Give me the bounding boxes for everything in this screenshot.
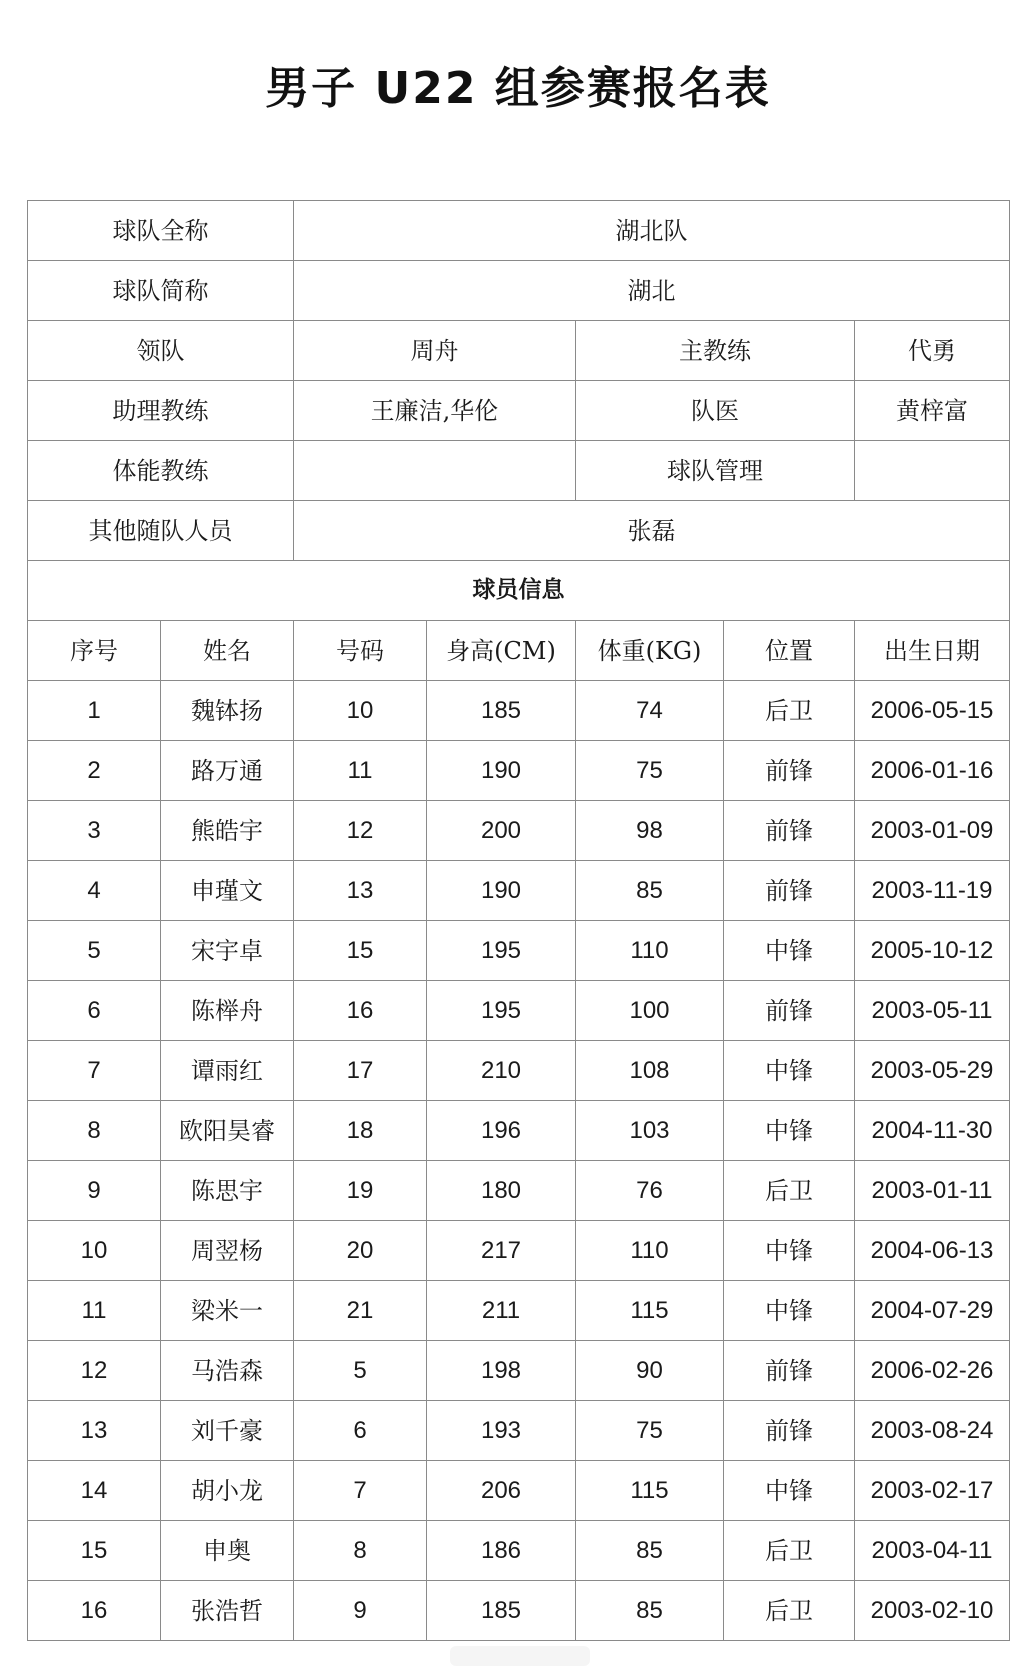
player-index: 13	[28, 1401, 161, 1461]
other-staff-row	[28, 501, 1010, 561]
team-manager-value	[855, 441, 1010, 501]
header-position: 位置	[724, 621, 855, 681]
header-index: 序号	[28, 621, 161, 681]
player-weight: 85	[576, 1581, 724, 1641]
table-row	[28, 1461, 1010, 1521]
player-index: 8	[28, 1101, 161, 1161]
player-index: 10	[28, 1221, 161, 1281]
player-position: 前锋	[724, 1341, 855, 1401]
player-number: 17	[294, 1041, 427, 1101]
player-height: 198	[427, 1341, 576, 1401]
player-weight: 75	[576, 741, 724, 801]
player-number: 13	[294, 861, 427, 921]
player-index: 1	[28, 681, 161, 741]
player-index: 6	[28, 981, 161, 1041]
player-number: 19	[294, 1161, 427, 1221]
player-number: 10	[294, 681, 427, 741]
team-full-name-value: 湖北队	[294, 201, 1010, 261]
player-weight: 110	[576, 921, 724, 981]
player-position: 后卫	[724, 1161, 855, 1221]
player-name: 梁米一	[161, 1281, 294, 1341]
player-position: 前锋	[724, 741, 855, 801]
player-height: 180	[427, 1161, 576, 1221]
player-position: 中锋	[724, 1101, 855, 1161]
player-position: 后卫	[724, 1581, 855, 1641]
player-index: 16	[28, 1581, 161, 1641]
player-position: 前锋	[724, 801, 855, 861]
doctor-label: 队医	[576, 381, 855, 441]
assistant-coach-row	[28, 381, 1010, 441]
player-birthdate: 2006-05-15	[855, 681, 1010, 741]
page-title: 男子 U22 组参赛报名表	[265, 63, 771, 114]
player-birthdate: 2004-07-29	[855, 1281, 1010, 1341]
table-row	[28, 861, 1010, 921]
player-section-row	[28, 561, 1010, 621]
player-name: 申奥	[161, 1521, 294, 1581]
player-height: 195	[427, 921, 576, 981]
player-birthdate: 2003-01-09	[855, 801, 1010, 861]
player-index: 2	[28, 741, 161, 801]
player-position: 中锋	[724, 1221, 855, 1281]
player-index: 14	[28, 1461, 161, 1521]
leader-row	[28, 321, 1010, 381]
player-number: 8	[294, 1521, 427, 1581]
player-name: 刘千豪	[161, 1401, 294, 1461]
player-number: 18	[294, 1101, 427, 1161]
player-height: 217	[427, 1221, 576, 1281]
player-weight: 115	[576, 1281, 724, 1341]
team-full-name-label: 球队全称	[28, 201, 294, 261]
head-coach-value: 代勇	[855, 321, 1010, 381]
player-height: 200	[427, 801, 576, 861]
player-index: 7	[28, 1041, 161, 1101]
player-name: 欧阳昊睿	[161, 1101, 294, 1161]
header-height: 身高(CM)	[427, 621, 576, 681]
player-name: 陈榉舟	[161, 981, 294, 1041]
table-row	[28, 1581, 1010, 1641]
player-birthdate: 2006-02-26	[855, 1341, 1010, 1401]
other-staff-value: 张磊	[294, 501, 1010, 561]
player-number: 5	[294, 1341, 427, 1401]
player-index: 12	[28, 1341, 161, 1401]
player-name: 路万通	[161, 741, 294, 801]
header-birthdate: 出生日期	[855, 621, 1010, 681]
table-row	[28, 1281, 1010, 1341]
table-row	[28, 1041, 1010, 1101]
player-name: 谭雨红	[161, 1041, 294, 1101]
fitness-coach-row	[28, 441, 1010, 501]
registration-form-table	[27, 200, 1010, 1641]
fitness-coach-value	[294, 441, 576, 501]
head-coach-label: 主教练	[576, 321, 855, 381]
player-position: 前锋	[724, 981, 855, 1041]
team-short-name-label: 球队简称	[28, 261, 294, 321]
player-index: 15	[28, 1521, 161, 1581]
player-birthdate: 2003-01-11	[855, 1161, 1010, 1221]
header-number: 号码	[294, 621, 427, 681]
player-number: 6	[294, 1401, 427, 1461]
player-height: 193	[427, 1401, 576, 1461]
other-staff-label: 其他随队人员	[28, 501, 294, 561]
table-row	[28, 1161, 1010, 1221]
player-birthdate: 2004-11-30	[855, 1101, 1010, 1161]
player-number: 9	[294, 1581, 427, 1641]
player-height: 196	[427, 1101, 576, 1161]
player-position: 中锋	[724, 1281, 855, 1341]
player-weight: 74	[576, 681, 724, 741]
player-section-title: 球员信息	[28, 561, 1010, 621]
player-birthdate: 2006-01-16	[855, 741, 1010, 801]
table-row	[28, 801, 1010, 861]
table-row	[28, 681, 1010, 741]
player-name: 周翌杨	[161, 1221, 294, 1281]
player-birthdate: 2003-08-24	[855, 1401, 1010, 1461]
assistant-coach-value: 王廉洁,华伦	[294, 381, 576, 441]
header-name: 姓名	[161, 621, 294, 681]
player-position: 前锋	[724, 861, 855, 921]
player-weight: 98	[576, 801, 724, 861]
player-height: 190	[427, 861, 576, 921]
player-birthdate: 2003-11-19	[855, 861, 1010, 921]
player-height: 211	[427, 1281, 576, 1341]
player-index: 9	[28, 1161, 161, 1221]
watermark	[450, 1646, 590, 1666]
team-short-name-row	[28, 261, 1010, 321]
leader-value: 周舟	[294, 321, 576, 381]
player-birthdate: 2004-06-13	[855, 1221, 1010, 1281]
player-name: 胡小龙	[161, 1461, 294, 1521]
player-height: 186	[427, 1521, 576, 1581]
team-full-name-row	[28, 201, 1010, 261]
player-name: 熊皓宇	[161, 801, 294, 861]
player-height: 210	[427, 1041, 576, 1101]
player-rows	[28, 681, 1010, 1641]
player-weight: 85	[576, 1521, 724, 1581]
player-weight: 76	[576, 1161, 724, 1221]
player-index: 5	[28, 921, 161, 981]
player-number: 16	[294, 981, 427, 1041]
player-index: 3	[28, 801, 161, 861]
team-manager-label: 球队管理	[576, 441, 855, 501]
player-position: 中锋	[724, 1041, 855, 1101]
player-position: 中锋	[724, 921, 855, 981]
player-position: 中锋	[724, 1461, 855, 1521]
player-weight: 75	[576, 1401, 724, 1461]
player-height: 185	[427, 1581, 576, 1641]
player-weight: 110	[576, 1221, 724, 1281]
player-index: 4	[28, 861, 161, 921]
player-birthdate: 2003-02-10	[855, 1581, 1010, 1641]
table-row	[28, 1401, 1010, 1461]
assistant-coach-label: 助理教练	[28, 381, 294, 441]
player-height: 185	[427, 681, 576, 741]
player-number: 7	[294, 1461, 427, 1521]
player-name: 马浩森	[161, 1341, 294, 1401]
player-number: 12	[294, 801, 427, 861]
player-position: 前锋	[724, 1401, 855, 1461]
player-position: 后卫	[724, 681, 855, 741]
leader-label: 领队	[28, 321, 294, 381]
table-row	[28, 921, 1010, 981]
player-number: 20	[294, 1221, 427, 1281]
player-index: 11	[28, 1281, 161, 1341]
player-birthdate: 2003-04-11	[855, 1521, 1010, 1581]
table-row	[28, 1221, 1010, 1281]
player-number: 11	[294, 741, 427, 801]
player-position: 后卫	[724, 1521, 855, 1581]
player-name: 陈思宇	[161, 1161, 294, 1221]
table-row	[28, 1101, 1010, 1161]
player-birthdate: 2003-02-17	[855, 1461, 1010, 1521]
header-weight: 体重(KG)	[576, 621, 724, 681]
table-row	[28, 741, 1010, 801]
player-header-row	[28, 621, 1010, 681]
player-name: 张浩哲	[161, 1581, 294, 1641]
fitness-coach-label: 体能教练	[28, 441, 294, 501]
player-weight: 103	[576, 1101, 724, 1161]
player-weight: 90	[576, 1341, 724, 1401]
player-name: 申瑾文	[161, 861, 294, 921]
player-height: 206	[427, 1461, 576, 1521]
player-number: 21	[294, 1281, 427, 1341]
player-number: 15	[294, 921, 427, 981]
table-row	[28, 981, 1010, 1041]
player-weight: 108	[576, 1041, 724, 1101]
doctor-value: 黄梓富	[855, 381, 1010, 441]
player-name: 宋宇卓	[161, 921, 294, 981]
player-height: 190	[427, 741, 576, 801]
table-row	[28, 1521, 1010, 1581]
player-weight: 85	[576, 861, 724, 921]
player-birthdate: 2005-10-12	[855, 921, 1010, 981]
player-birthdate: 2003-05-11	[855, 981, 1010, 1041]
team-short-name-value: 湖北	[294, 261, 1010, 321]
table-row	[28, 1341, 1010, 1401]
player-weight: 115	[576, 1461, 724, 1521]
player-height: 195	[427, 981, 576, 1041]
player-name: 魏钵扬	[161, 681, 294, 741]
player-birthdate: 2003-05-29	[855, 1041, 1010, 1101]
player-weight: 100	[576, 981, 724, 1041]
